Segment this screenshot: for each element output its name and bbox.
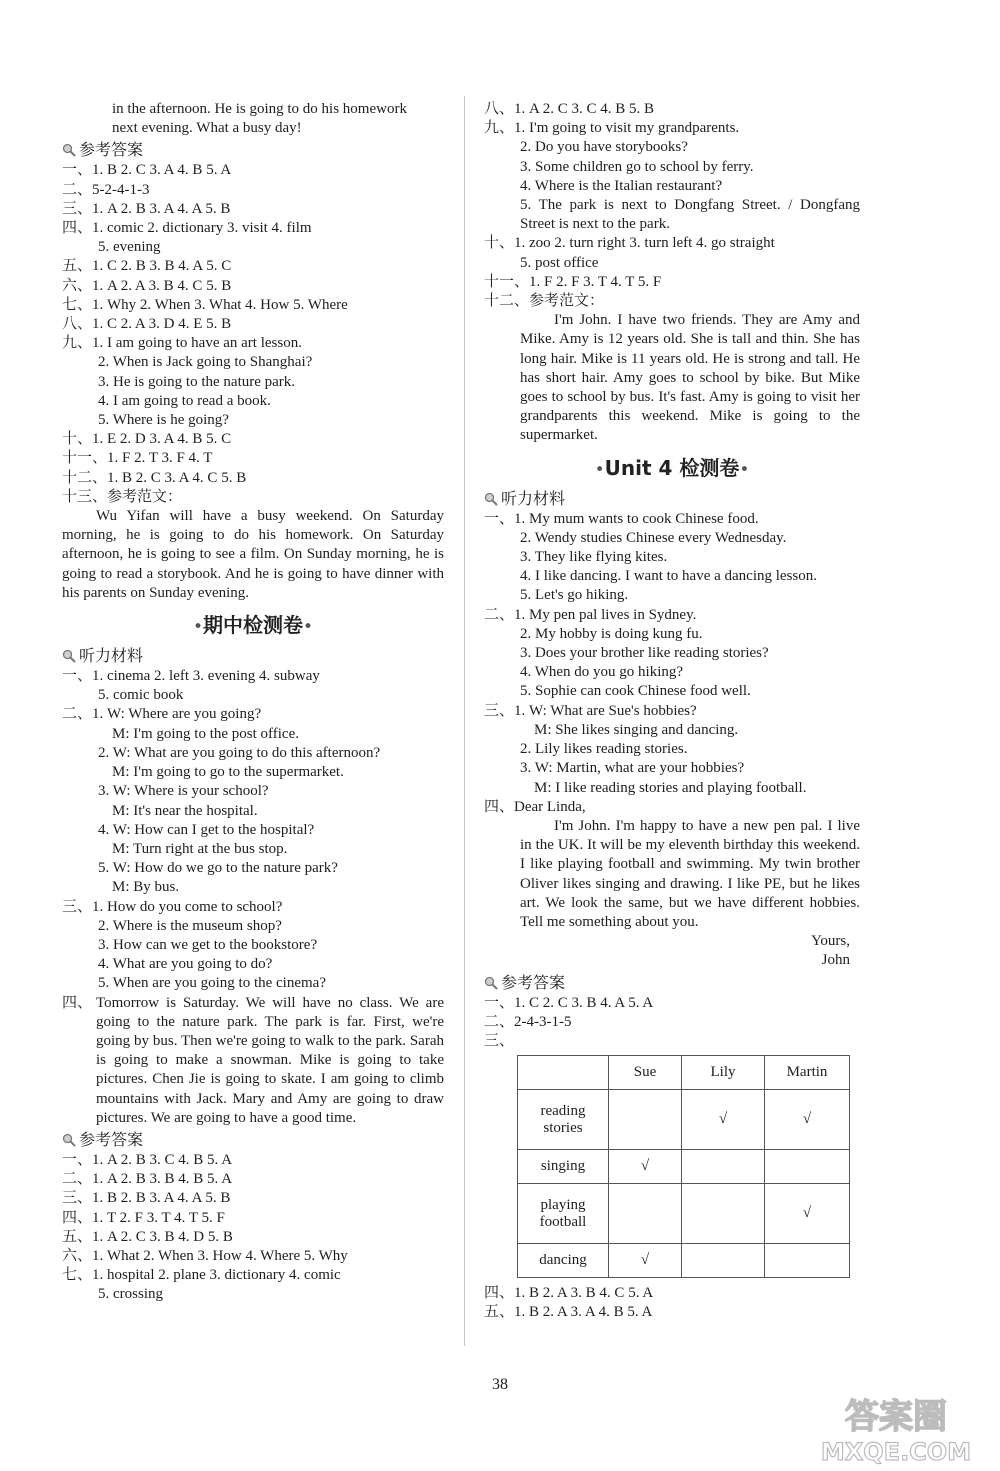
magnifier-icon [484,976,498,990]
listening-line: 2. Lily likes reading stories. [520,741,688,758]
watermark-logo [806,1388,986,1466]
listening-line: 一、1. My mum wants to cook Chinese food. [484,510,759,527]
listening-line: 2. My hobby is doing kung fu. [520,625,703,642]
magnifier-icon [62,143,76,157]
section-header-listening [484,489,860,509]
answer-line: 二、2-4-3-1-5 [484,1013,572,1030]
title-text: 期中检测卷 [203,613,303,638]
listening-line: 5. When are you going to the cinema? [98,975,326,992]
answer-line: 四、1. T 2. F 3. T 4. T 5. F [62,1209,225,1226]
answer-line: 七、1. Why 2. When 3. What 4. How 5. Where [62,296,348,313]
table-cell: √ [609,1244,682,1278]
table-cell [682,1244,765,1278]
table-header-cell: Sue [609,1056,682,1090]
listening-line: 5. Sophie can cook Chinese food well. [520,683,751,700]
row-label-line: football [539,1213,587,1230]
table-cell: √ [765,1090,850,1150]
section-header-answers [484,973,860,993]
answer-line: 5. evening [98,239,161,256]
answer-line: 四、1. comic 2. dictionary 3. visit 4. film [62,220,312,237]
listening-line: 三、1. W: What are Sue's hobbies? [484,702,697,719]
answer-line: 2. When is Jack going to Shanghai? [98,354,313,371]
listening-line: 4. What are you going to do? [98,956,273,973]
table-cell [765,1150,850,1184]
listening-line: 4. W: How can I get to the hospital? [98,821,315,838]
passage-text: Tomorrow is Saturday. We will have no class. We are going to the nature park. The park is far. First, we're going by bus. Then we're going to walk to the park. Sarah is going to make a snowman. Mike is going to take pictures. Chen Jie is going to skate. I am going to climb mountains with Jack. Mary and Amy are going to draw pictures. We are going to have a good time. [96,994,444,1126]
listening-passage [62,994,444,1128]
table-cell [682,1150,765,1184]
magnifier-icon [484,492,498,506]
listening-line: 四、Dear Linda, [484,798,586,815]
section-title-unit4: •Unit 4 检测卷• [594,455,750,480]
answer-line: 七、1. hospital 2. plane 3. dictionary 4. comic [62,1267,341,1284]
item-label: 四、 [62,994,93,1011]
answer-line: 六、1. What 2. When 3. How 4. Where 5. Why [62,1247,348,1264]
letter-signature: John [821,952,850,969]
table-row [518,1090,850,1150]
answer-line: 五、1. A 2. C 3. B 4. D 5. B [62,1228,233,1245]
table-header-cell [518,1056,609,1090]
listening-line: 3. W: Martin, what are your hobbies? [520,760,745,777]
row-label: singing [518,1150,609,1184]
page-number: 38 [492,1376,508,1393]
table-cell: √ [765,1184,850,1244]
answer-line: 一、1. A 2. B 3. C 4. B 5. A [62,1151,233,1168]
row-label [518,1184,609,1244]
listening-line: M: She likes singing and dancing. [534,721,739,738]
row-label-line: reading [540,1102,586,1119]
table-cell [609,1090,682,1150]
listening-line: M: I'm going to the post office. [112,725,299,742]
letter-body: I'm John. I'm happy to have a new pen pal. I live in the UK. It will be my eleventh birthday this weekend. I like playing football and swimming. My twin brother Oliver likes singing and drawing. I like PE, but he likes art. We look the same, but we have different hobbies. Tell me something about you. [520,817,860,930]
answer-line: 三、1. A 2. B 3. A 4. A 5. B [62,200,231,217]
table-cell [609,1184,682,1244]
listening-line: 4. I like dancing. I want to have a dancing lesson. [520,568,817,585]
answer-line: 二、1. A 2. B 3. B 4. B 5. A [62,1171,233,1188]
listening-line: 2. Wendy studies Chinese every Wednesday. [520,529,787,546]
section-header-answers [62,140,444,160]
table-cell: √ [609,1150,682,1184]
answer-line: 5. post office [520,254,599,271]
table-cell [682,1184,765,1244]
section-header-listening [62,646,444,666]
answer-line: 3. He is going to the nature park. [98,373,296,390]
section-header-answers [62,1130,444,1150]
listening-line: 二、1. W: Where are you going? [62,706,262,723]
listening-line: M: I'm going to go to the supermarket. [112,764,344,781]
answer-line: 5. Where is he going? [98,412,229,429]
answer-line: 五、1. B 2. A 3. A 4. B 5. A [484,1304,653,1321]
section-title: 参考答案 [501,972,566,992]
listening-line: 二、1. My pen pal lives in Sydney. [484,606,697,623]
listening-line: 2. Where is the museum shop? [98,917,282,934]
listening-line: M: I like reading stories and playing football. [534,779,807,796]
listening-line: 2. W: What are you going to do this afternoon? [98,744,381,761]
right-column [484,100,860,1323]
title-text: Unit 4 检测卷 [604,455,740,480]
answer-line: 十二、1. B 2. C 3. A 4. C 5. B [62,469,247,486]
answer-line: 3. Some children go to school by ferry. [520,158,754,175]
answer-line: 4. I am going to read a book. [98,392,271,409]
answer-line: 五、1. C 2. B 3. B 4. A 5. C [62,258,232,275]
listening-line: 5. comic book [98,687,184,704]
answer-line: 十一、1. F 2. F 3. T 4. T 5. F [484,273,662,290]
magnifier-icon [62,649,76,663]
listening-line: 三、1. How do you come to school? [62,898,283,915]
listening-line: 5. Let's go hiking. [520,587,629,604]
answer-line: 八、1. C 2. A 3. D 4. E 5. B [62,316,232,333]
table-header-cell: Lily [682,1056,765,1090]
listening-line: 3. W: Where is your school? [98,783,269,800]
text-line: next evening. What a busy day! [112,120,302,137]
listening-line: 3. Does your brother like reading stories? [520,645,769,662]
listening-line: 3. How can we get to the bookstore? [98,936,318,953]
listening-line: 4. When do you go hiking? [520,664,684,681]
text-line: in the afternoon. He is going to do his homework [112,101,407,117]
section-title: 参考答案 [79,1129,144,1149]
row-label-line: playing [540,1196,586,1213]
listening-line: 5. W: How do we go to the nature park? [98,860,338,877]
row-label-line: stories [543,1119,583,1136]
row-label: dancing [518,1244,609,1278]
sample-essay: Wu Yifan will have a busy weekend. On Saturday morning, he is going to do his homework. On Saturday afternoon, he is going to see a film. On Sunday morning, he is going to read a storybook. And he is going to have dinner with his parents on Sunday evening. [62,508,444,601]
answer-line: 4. Where is the Italian restaurant? [520,177,723,194]
listening-line: 3. They like flying kites. [520,549,668,566]
answer-line: 四、1. B 2. A 3. B 4. C 5. A [484,1285,654,1302]
table-cell [765,1244,850,1278]
table-row [518,1244,850,1278]
section-title: 参考答案 [79,140,144,160]
answer-line: 三、1. B 2. B 3. A 4. A 5. B [62,1190,231,1207]
watermark-text: 答案圈 [845,1397,947,1437]
table-row [518,1150,850,1184]
answer-line: 九、1. I am going to have an art lesson. [62,335,302,352]
answer-line: 十、1. zoo 2. turn right 3. turn left 4. go straight [484,235,775,252]
answer-line: 十一、1. F 2. T 3. F 4. T [62,450,213,467]
answer-line: 5. The park is next to Dongfang Street. / Dongfang Street is next to the park. [520,197,860,233]
answer-line: 六、1. A 2. A 3. B 4. C 5. B [62,277,232,294]
answer-line: 三、 [484,1032,515,1049]
section-title: 听力材料 [501,488,566,508]
answer-line: 一、1. B 2. C 3. A 4. B 5. A [62,162,232,179]
listening-line: M: Turn right at the bus stop. [112,840,288,857]
column-divider [464,96,465,1346]
left-column [62,100,444,1305]
section-title-midterm: •期中检测卷• [192,613,314,638]
row-label [518,1090,609,1150]
table-cell: √ [682,1090,765,1150]
listening-line: M: It's near the hospital. [112,802,258,819]
listening-line: 一、1. cinema 2. left 3. evening 4. subway [62,668,320,685]
answer-line: 5. crossing [98,1286,163,1303]
answer-line: 十、1. E 2. D 3. A 4. B 5. C [62,431,232,448]
magnifier-icon [62,1133,76,1147]
table-header-cell: Martin [765,1056,850,1090]
answer-line: 八、1. A 2. C 3. C 4. B 5. B [484,101,655,117]
watermark-url: MXQE.COM [820,1438,972,1466]
table-row [518,1184,850,1244]
listening-line: M: By bus. [112,879,180,896]
hobbies-table [517,1055,850,1278]
answer-line: 十二、参考范文： [484,293,605,310]
answer-line: 一、1. C 2. C 3. B 4. A 5. A [484,994,654,1011]
answer-line: 九、1. I'm going to visit my grandparents. [484,120,740,137]
section-title: 听力材料 [79,646,144,666]
sample-essay: I'm John. I have two friends. They are Amy and Mike. Amy is 12 years old. She is tall and thin. She has long hair. Mike is 11 years old. He is strong and tall. He has short hair. Amy goes to school by bike. But Mike goes to school by bus. It's fast. Amy is going to visit her grandparents this weekend. Mike is going to the supermarket. [520,312,860,444]
answer-line: 十三、参考范文： [62,488,183,505]
answer-line: 2. Do you have storybooks? [520,139,688,156]
table-header-row [518,1056,850,1090]
answer-line: 二、5-2-4-1-3 [62,181,150,198]
letter-closing: Yours, [811,933,850,950]
